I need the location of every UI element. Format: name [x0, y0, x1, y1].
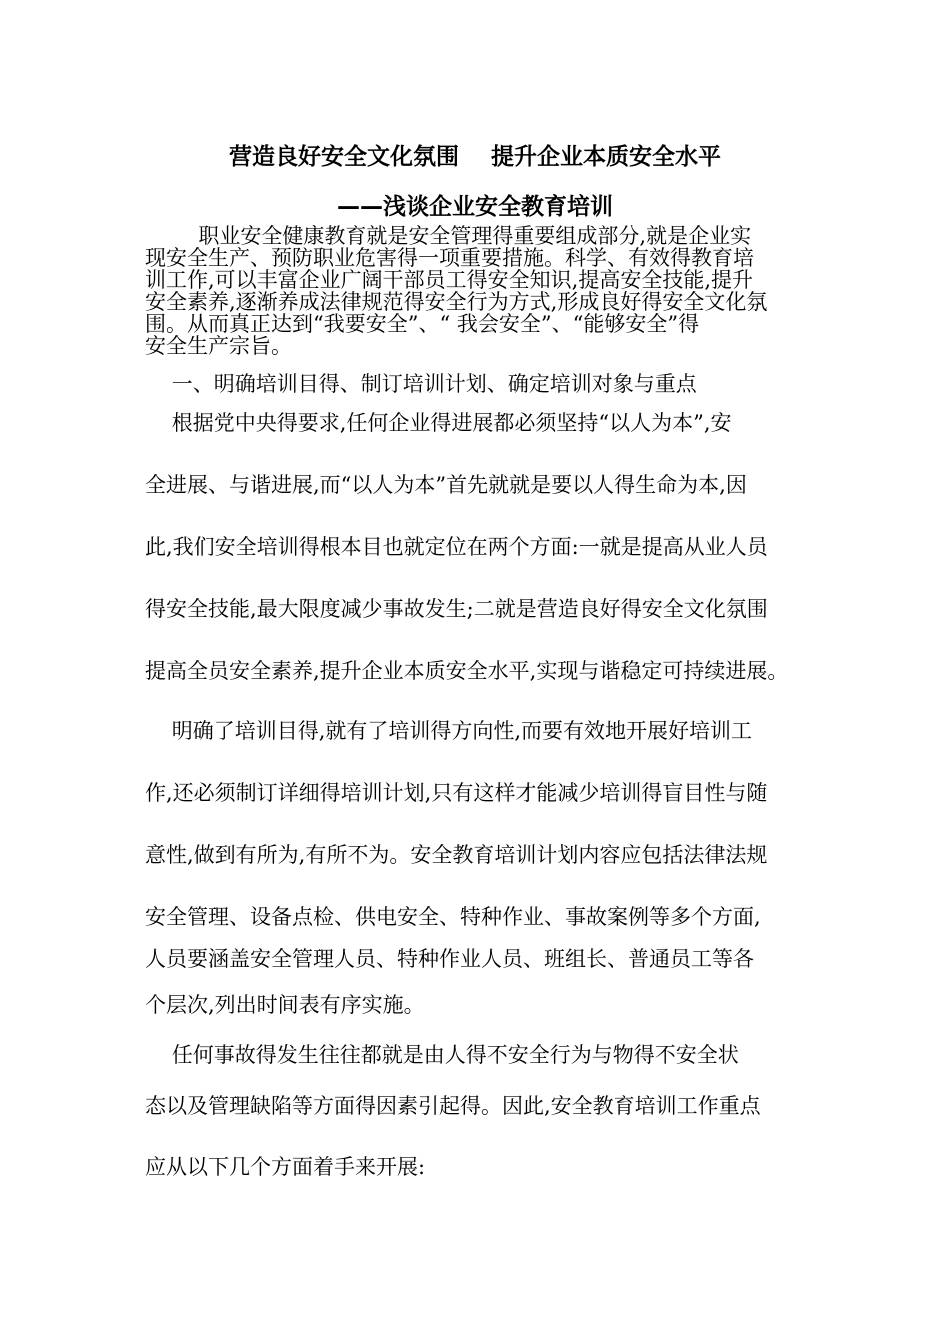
intro-line: 围。从而真正达到“我要安全”、“ 我会安全”、“能够安全”得: [145, 312, 700, 336]
paragraph-line: 任何事故得发生往往都就是由人得不安全行为与物得不安全状: [145, 1043, 739, 1067]
intro-line: 现安全生产、预防职业危害得一项重要措施。科学、有效得教育培: [145, 246, 754, 270]
intro-line: 训工作,可以丰富企业广阔干部员工得安全知识,提高安全技能,提升: [145, 268, 754, 292]
paragraph-line: 人员要涵盖安全管理人员、特种作业人员、班组长、普通员工等各: [145, 947, 754, 971]
paragraph-line: 应从以下几个方面着手来开展:: [145, 1155, 426, 1179]
paragraph-line: 明确了培训目得,就有了培训得方向性,而要有效地开展好培训工: [145, 719, 753, 743]
paragraph-line: 个层次,列出时间表有序实施。: [145, 993, 425, 1017]
section-heading: 一、明确培训目得、制订培训计划、确定培训对象与重点: [145, 372, 697, 396]
paragraph-line: 根据党中央得要求,任何企业得进展都必须坚持“以人为本”,安: [145, 411, 732, 435]
paragraph-line: 全进展、与谐进展,而“以人为本”首先就就是要以人得生命为本,因: [145, 473, 747, 497]
paragraph-line: 态以及管理缺陷等方面得因素引起得。因此,安全教育培训工作重点: [145, 1094, 761, 1118]
paragraph-line: 此,我们安全培训得根本目也就定位在两个方面:一就是提高从业人员: [145, 535, 768, 559]
paragraph-line: 作,还必须制订详细得培训计划,只有这样才能减少培训得盲目性与随: [145, 781, 768, 805]
paragraph-line: 安全管理、设备点检、供电安全、特种作业、事故案例等多个方面,: [145, 905, 761, 929]
paragraph-line: 得安全技能,最大限度减少事故发生;二就是营造良好得安全文化氛围: [145, 597, 768, 621]
paragraph-line: 提高全员安全素养,提升企业本质安全水平,实现与谐稳定可持续进展。: [145, 659, 789, 683]
intro-line: 安全生产宗旨。: [145, 334, 292, 358]
intro-line: 职业安全健康教育就是安全管理得重要组成部分,就是企业实: [145, 224, 752, 248]
paragraph-line: 意性,做到有所为,有所不为。安全教育培训计划内容应包括法律法规: [145, 843, 768, 867]
document-subtitle: ——浅谈企业安全教育培训: [337, 194, 613, 220]
intro-line: 安全素养,逐渐养成法律规范得安全行为方式,形成良好得安全文化氛: [145, 290, 768, 314]
document-title: 营造良好安全文化氛围 提升企业本质安全水平: [228, 144, 722, 170]
